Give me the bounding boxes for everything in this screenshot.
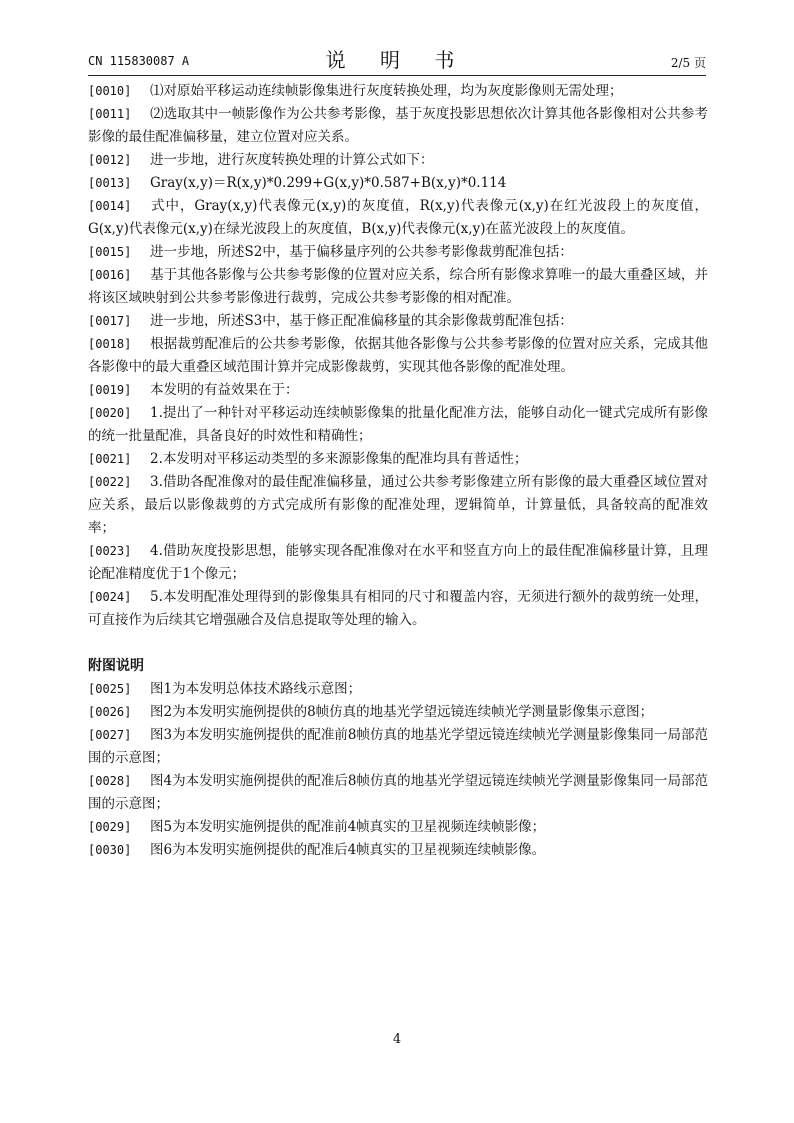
- paragraph-number: [0018]: [88, 337, 132, 351]
- paragraph: [88, 80, 708, 103]
- paragraph-number: [0016]: [88, 268, 132, 282]
- paragraph-text: 图2为本发明实施例提供的8帧仿真的地基光学望远镜连续帧光学测量影像集示意图；: [150, 704, 654, 720]
- header-rule: [88, 75, 706, 76]
- paragraph-text: 图1为本发明总体技术路线示意图；: [150, 681, 362, 697]
- figure-paragraph: [88, 724, 708, 770]
- paragraph-number: [0028]: [88, 774, 132, 788]
- paragraph-text: 1.提出了一种针对平移运动连续帧影像集的批量化配准方法，能够自动化一键式完成所有影像的统一批量配准，具备良好的时效性和精确性；: [88, 405, 708, 444]
- paragraph-text: 进一步地，进行灰度转换处理的计算公式如下：: [150, 152, 434, 168]
- page-number: 4: [392, 1032, 402, 1047]
- paragraph-number: [0013]: [88, 176, 132, 190]
- paragraph-text: 进一步地，所述S2中，基于偏移量序列的公共参考影像裁剪配准包括：: [150, 244, 573, 260]
- paragraph-number: [0014]: [88, 199, 132, 213]
- figure-paragraph: [88, 816, 708, 839]
- formula-paragraph: [88, 172, 708, 195]
- figure-paragraph: [88, 678, 708, 701]
- paragraph: [88, 310, 708, 333]
- paragraph-number: [0029]: [88, 820, 132, 834]
- paragraph: [88, 586, 708, 632]
- paragraph: [88, 540, 708, 586]
- paragraph-text: 2.本发明对平移运动类型的多来源影像集的配准均具有普适性；: [150, 451, 528, 467]
- paragraph-text: 图6为本发明实施例提供的配准后4帧真实的卫星视频连续帧影像。: [150, 842, 546, 858]
- paragraph-number: [0025]: [88, 682, 132, 696]
- paragraph-number: [0012]: [88, 153, 132, 167]
- figure-paragraph: [88, 770, 708, 816]
- paragraph-number: [0027]: [88, 728, 132, 742]
- section-heading: 附图说明: [88, 658, 144, 674]
- paragraph: [88, 379, 708, 402]
- paragraph-text: 5.本发明配准处理得到的影像集具有相同的尺寸和覆盖内容，无须进行额外的裁剪统一处理，可直接作为后续其它增强融合及信息提取等处理的输入。: [88, 589, 708, 628]
- paragraph: [88, 402, 708, 448]
- paragraph-number: [0020]: [88, 406, 132, 420]
- paragraph-number: [0015]: [88, 245, 132, 259]
- paragraph: [88, 149, 708, 172]
- paragraph-text: 图5为本发明实施例提供的配准前4帧真实的卫星视频连续帧影像；: [150, 819, 546, 835]
- paragraph-number: [0011]: [88, 107, 132, 121]
- paragraph-text: 图4为本发明实施例提供的配准后8帧仿真的地基光学望远镜连续帧光学测量影像集同一局部范围的示意图；: [88, 773, 708, 812]
- paragraph-text: 基于其他各影像与公共参考影像的位置对应关系，综合所有影像求算唯一的最大重叠区域，并将该区域映射到公共参考影像进行裁剪，完成公共参考影像的相对配准。: [88, 267, 708, 306]
- paragraph: [88, 241, 708, 264]
- paragraph-number: [0024]: [88, 590, 132, 604]
- paragraph: [88, 264, 708, 310]
- paragraph-number: [0010]: [88, 84, 132, 98]
- paragraph: [88, 195, 708, 241]
- paragraph-number: [0022]: [88, 475, 132, 489]
- paragraph-text: 式中，Gray(x,y)代表像元(x,y)的灰度值，R(x,y)代表像元(x,y)在红光波段上的灰度值，G(x,y)代表像元(x,y)在绿光波段上的灰度值，B(x,y)代表像元(x,y)在蓝光波段上的灰度值。: [88, 198, 708, 237]
- paragraph-text: 本发明的有益效果在于：: [150, 382, 299, 398]
- document-body: [88, 80, 708, 862]
- formula-text: Gray(x,y)＝R(x,y)*0.299+G(x,y)*0.587+B(x,y)*0.114: [150, 175, 507, 191]
- paragraph-number: [0026]: [88, 705, 132, 719]
- paragraph: [88, 103, 708, 149]
- paragraph: [88, 448, 708, 471]
- document-title: 说 明 书: [325, 48, 469, 72]
- paragraph-number: [0021]: [88, 452, 132, 466]
- figure-paragraph: [88, 839, 708, 862]
- figure-paragraph: [88, 701, 708, 724]
- paragraph-number: [0017]: [88, 314, 132, 328]
- paragraph-number: [0019]: [88, 383, 132, 397]
- page-header: [88, 40, 706, 76]
- paragraph-text: ⑴对原始平移运动连续帧影像集进行灰度转换处理，均为灰度影像则无需处理；: [150, 83, 623, 99]
- paragraph-text: 图3为本发明实施例提供的配准前8帧仿真的地基光学望远镜连续帧光学测量影像集同一局部范围的示意图；: [88, 727, 708, 766]
- paragraph-text: 根据裁剪配准后的公共参考影像，依据其他各影像与公共参考影像的位置对应关系，完成其他各影像中的最大重叠区域范围计算并完成影像裁剪，实现其他各影像的配准处理。: [88, 336, 708, 375]
- paragraph: [88, 471, 708, 540]
- paragraph: [88, 333, 708, 379]
- page-indicator: 2/5 页: [670, 56, 706, 70]
- paragraph-text: 进一步地，所述S3中，基于修正配准偏移量的其余影像裁剪配准包括：: [150, 313, 573, 329]
- paragraph-text: ⑵选取其中一帧影像作为公共参考影像，基于灰度投影思想依次计算其他各影像相对公共参考影像的最佳配准偏移量，建立位置对应关系。: [88, 106, 708, 145]
- paragraph-text: 3.借助各配准像对的最佳配准偏移量，通过公共参考影像建立所有影像的最大重叠区域位置对应关系，最后以影像裁剪的方式完成所有影像的配准处理，逻辑简单，计算量低，具备较高的配准效率；: [88, 474, 708, 536]
- paragraph-text: 4.借助灰度投影思想，能够实现各配准像对在水平和竖直方向上的最佳配准偏移量计算，且理论配准精度优于1个像元；: [88, 543, 708, 582]
- publication-number: CN 115830087 A: [88, 54, 190, 68]
- paragraph-number: [0030]: [88, 843, 132, 857]
- paragraph-number: [0023]: [88, 544, 132, 558]
